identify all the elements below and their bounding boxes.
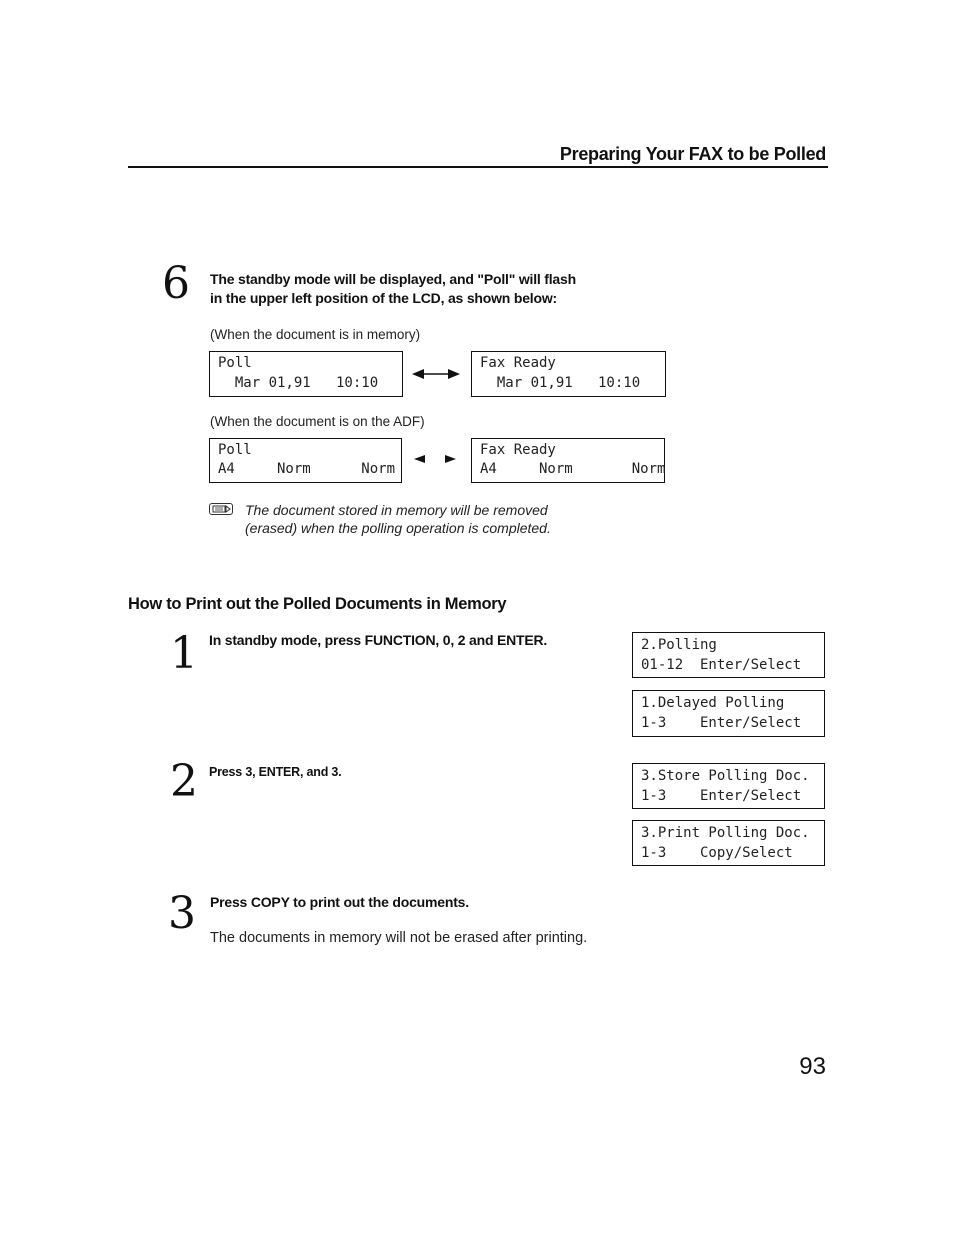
step3-instruction: Press COPY to print out the documents.	[210, 894, 469, 910]
adf-caption: (When the document is on the ADF)	[210, 414, 425, 429]
step3-body: The documents in memory will not be erased after printing.	[210, 930, 588, 946]
note-line1: The document stored in memory will be removed	[245, 502, 548, 518]
double-arrow-icon	[412, 367, 460, 381]
lcd-line1: 1.Delayed Polling	[641, 695, 785, 711]
lcd-adf-poll	[209, 438, 402, 483]
lcd-line1: Poll	[218, 355, 252, 371]
lcd-line1: 3.Print Polling Doc.	[641, 825, 810, 841]
section-heading: How to Print out the Polled Documents in Memory	[128, 595, 507, 613]
lcd-line2: 1-3 Enter/Select	[641, 715, 802, 731]
lcd-line2: 1-3 Enter/Select	[641, 788, 802, 804]
lcd-line1: 3.Store Polling Doc.	[641, 768, 810, 784]
alternating-arrows-icon	[414, 453, 456, 465]
lcd-line1: Fax Ready	[480, 355, 556, 371]
step6-instruction-line2: in the upper left position of the LCD, as shown below:	[210, 290, 557, 306]
lcd-line2: Mar 01,91 10:10	[218, 375, 379, 391]
step2-instruction: Press 3, ENTER, and 3.	[209, 765, 342, 779]
lcd-polling	[632, 632, 825, 678]
lcd-print-polling-doc	[632, 820, 825, 866]
lcd-line2: 01-12 Enter/Select	[641, 657, 802, 673]
step6-instruction	[210, 270, 630, 308]
page-number: 93	[799, 1053, 826, 1080]
step-number-6: 6	[162, 258, 190, 309]
step-number-2: 2	[170, 756, 198, 807]
lcd-line2: A4 Norm Norm	[480, 461, 666, 477]
note-line2: (erased) when the polling operation is completed.	[245, 520, 551, 536]
lcd-store-polling-doc	[632, 763, 825, 809]
lcd-line1: 2.Polling	[641, 637, 717, 653]
memory-removal-note	[245, 501, 551, 537]
lcd-delayed-polling	[632, 690, 825, 737]
lcd-line2: A4 Norm Norm	[218, 461, 396, 477]
step-number-3: 3	[168, 888, 196, 939]
lcd-memory-poll	[209, 351, 403, 397]
lcd-adf-fax-ready	[471, 438, 665, 483]
step-number-1: 1	[170, 628, 198, 679]
lcd-memory-fax-ready	[471, 351, 666, 397]
lcd-line1: Poll	[218, 442, 252, 458]
header-rule	[128, 166, 828, 168]
step6-instruction-line1: The standby mode will be displayed, and "Poll" will flash	[210, 271, 576, 287]
memo-icon	[209, 503, 233, 515]
page-header-title: Preparing Your FAX to be Polled	[559, 144, 826, 164]
lcd-line2: Mar 01,91 10:10	[480, 375, 641, 391]
memory-caption: (When the document is in memory)	[210, 327, 421, 342]
lcd-line1: Fax Ready	[480, 442, 556, 458]
step1-instruction: In standby mode, press FUNCTION, 0, 2 and ENTER.	[209, 632, 548, 648]
lcd-line2: 1-3 Copy/Select	[641, 845, 793, 861]
